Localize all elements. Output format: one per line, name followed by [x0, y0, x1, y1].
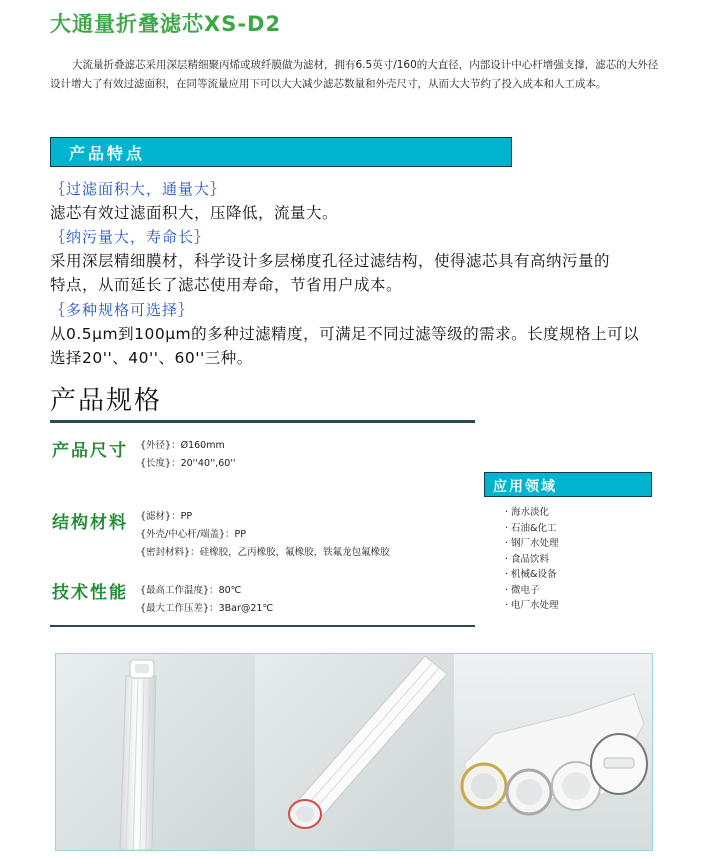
feature-text-3: 从0.5μm到100μm的多种过滤精度，可满足不同过滤等级的需求。长度规格上可以选择20''、40''、60''三种。	[50, 325, 640, 367]
feature-heading-3: ｛多种规格可选择｝	[50, 301, 195, 319]
spec-line-housing: {外壳/中心杆/端盖}：PP	[140, 529, 246, 540]
spec-line-length: {长度}：20''40'',60''	[140, 458, 236, 469]
applications-banner	[484, 472, 652, 497]
spec-label-performance: 技术性能	[52, 583, 128, 603]
filter-ends-illustration	[454, 654, 652, 850]
applications-list	[505, 505, 559, 614]
feature-heading-1: ｛过滤面积大，通量大｝	[50, 180, 227, 198]
list-item: · 食品饮料	[505, 552, 559, 568]
feature-text-1: 滤芯有效过滤面积大，压降低，流量大。	[50, 204, 339, 222]
photo-diagonal-filter	[255, 654, 454, 850]
photo-filter-ends	[454, 654, 652, 850]
product-photos	[55, 653, 653, 851]
list-item: · 微电子	[505, 583, 559, 599]
list-item: · 海水淡化	[505, 505, 559, 521]
photo-vertical-filter	[56, 654, 255, 850]
spec-line-max-pressure: {最大工作压差}：3Bar@21℃	[140, 603, 274, 614]
spec-line-diameter: {外径}：Ø160mm	[140, 440, 225, 451]
spec-line-seal: {密封材料}：硅橡胶，乙丙橡胶，氟橡胶，铁氟龙包氟橡胶	[140, 547, 390, 558]
spec-line-media: {滤材}：PP	[140, 511, 193, 522]
list-item: · 钢厂水处理	[505, 536, 559, 552]
list-item: · 电厂水处理	[505, 598, 559, 614]
intro-paragraph: 大流量折叠滤芯采用深层精细聚丙烯或玻纤膜做为滤材，拥有6.5英寸/160的大直径，内部设计中心杆增强支撑，滤芯的大外径设计增大了有效过滤面积，在同等流量应用下可以大大减少滤芯数量和外壳尺寸，从而大大节约了投入成本和人工成本。	[50, 59, 659, 90]
diagonal-filter-illustration	[255, 654, 454, 850]
feature-text-2: 采用深层精细膜材，科学设计多层梯度孔径过滤结构，使得滤芯具有高纳污量的特点，从而延长了滤芯使用寿命，节省用户成本。	[50, 252, 611, 294]
feature-heading-2: ｛纳污量大，寿命长｝	[50, 228, 211, 246]
list-item: · 石油&化工	[505, 521, 559, 537]
list-item: · 机械&设备	[505, 567, 559, 583]
specs-bottom-divider	[50, 625, 475, 627]
specs-title: 产品规格	[50, 386, 163, 416]
features-banner	[50, 137, 512, 167]
page-title: 大通量折叠滤芯XS-D2	[50, 12, 282, 36]
features-banner-label: 产品特点	[69, 144, 146, 163]
spec-line-max-temp: {最高工作温度}：80℃	[140, 585, 242, 596]
specs-divider	[50, 420, 475, 423]
applications-banner-label: 应用领域	[493, 479, 557, 495]
spec-label-material: 结构材料	[52, 513, 128, 533]
spec-label-size: 产品尺寸	[52, 441, 128, 461]
vertical-filter-illustration	[56, 654, 255, 850]
